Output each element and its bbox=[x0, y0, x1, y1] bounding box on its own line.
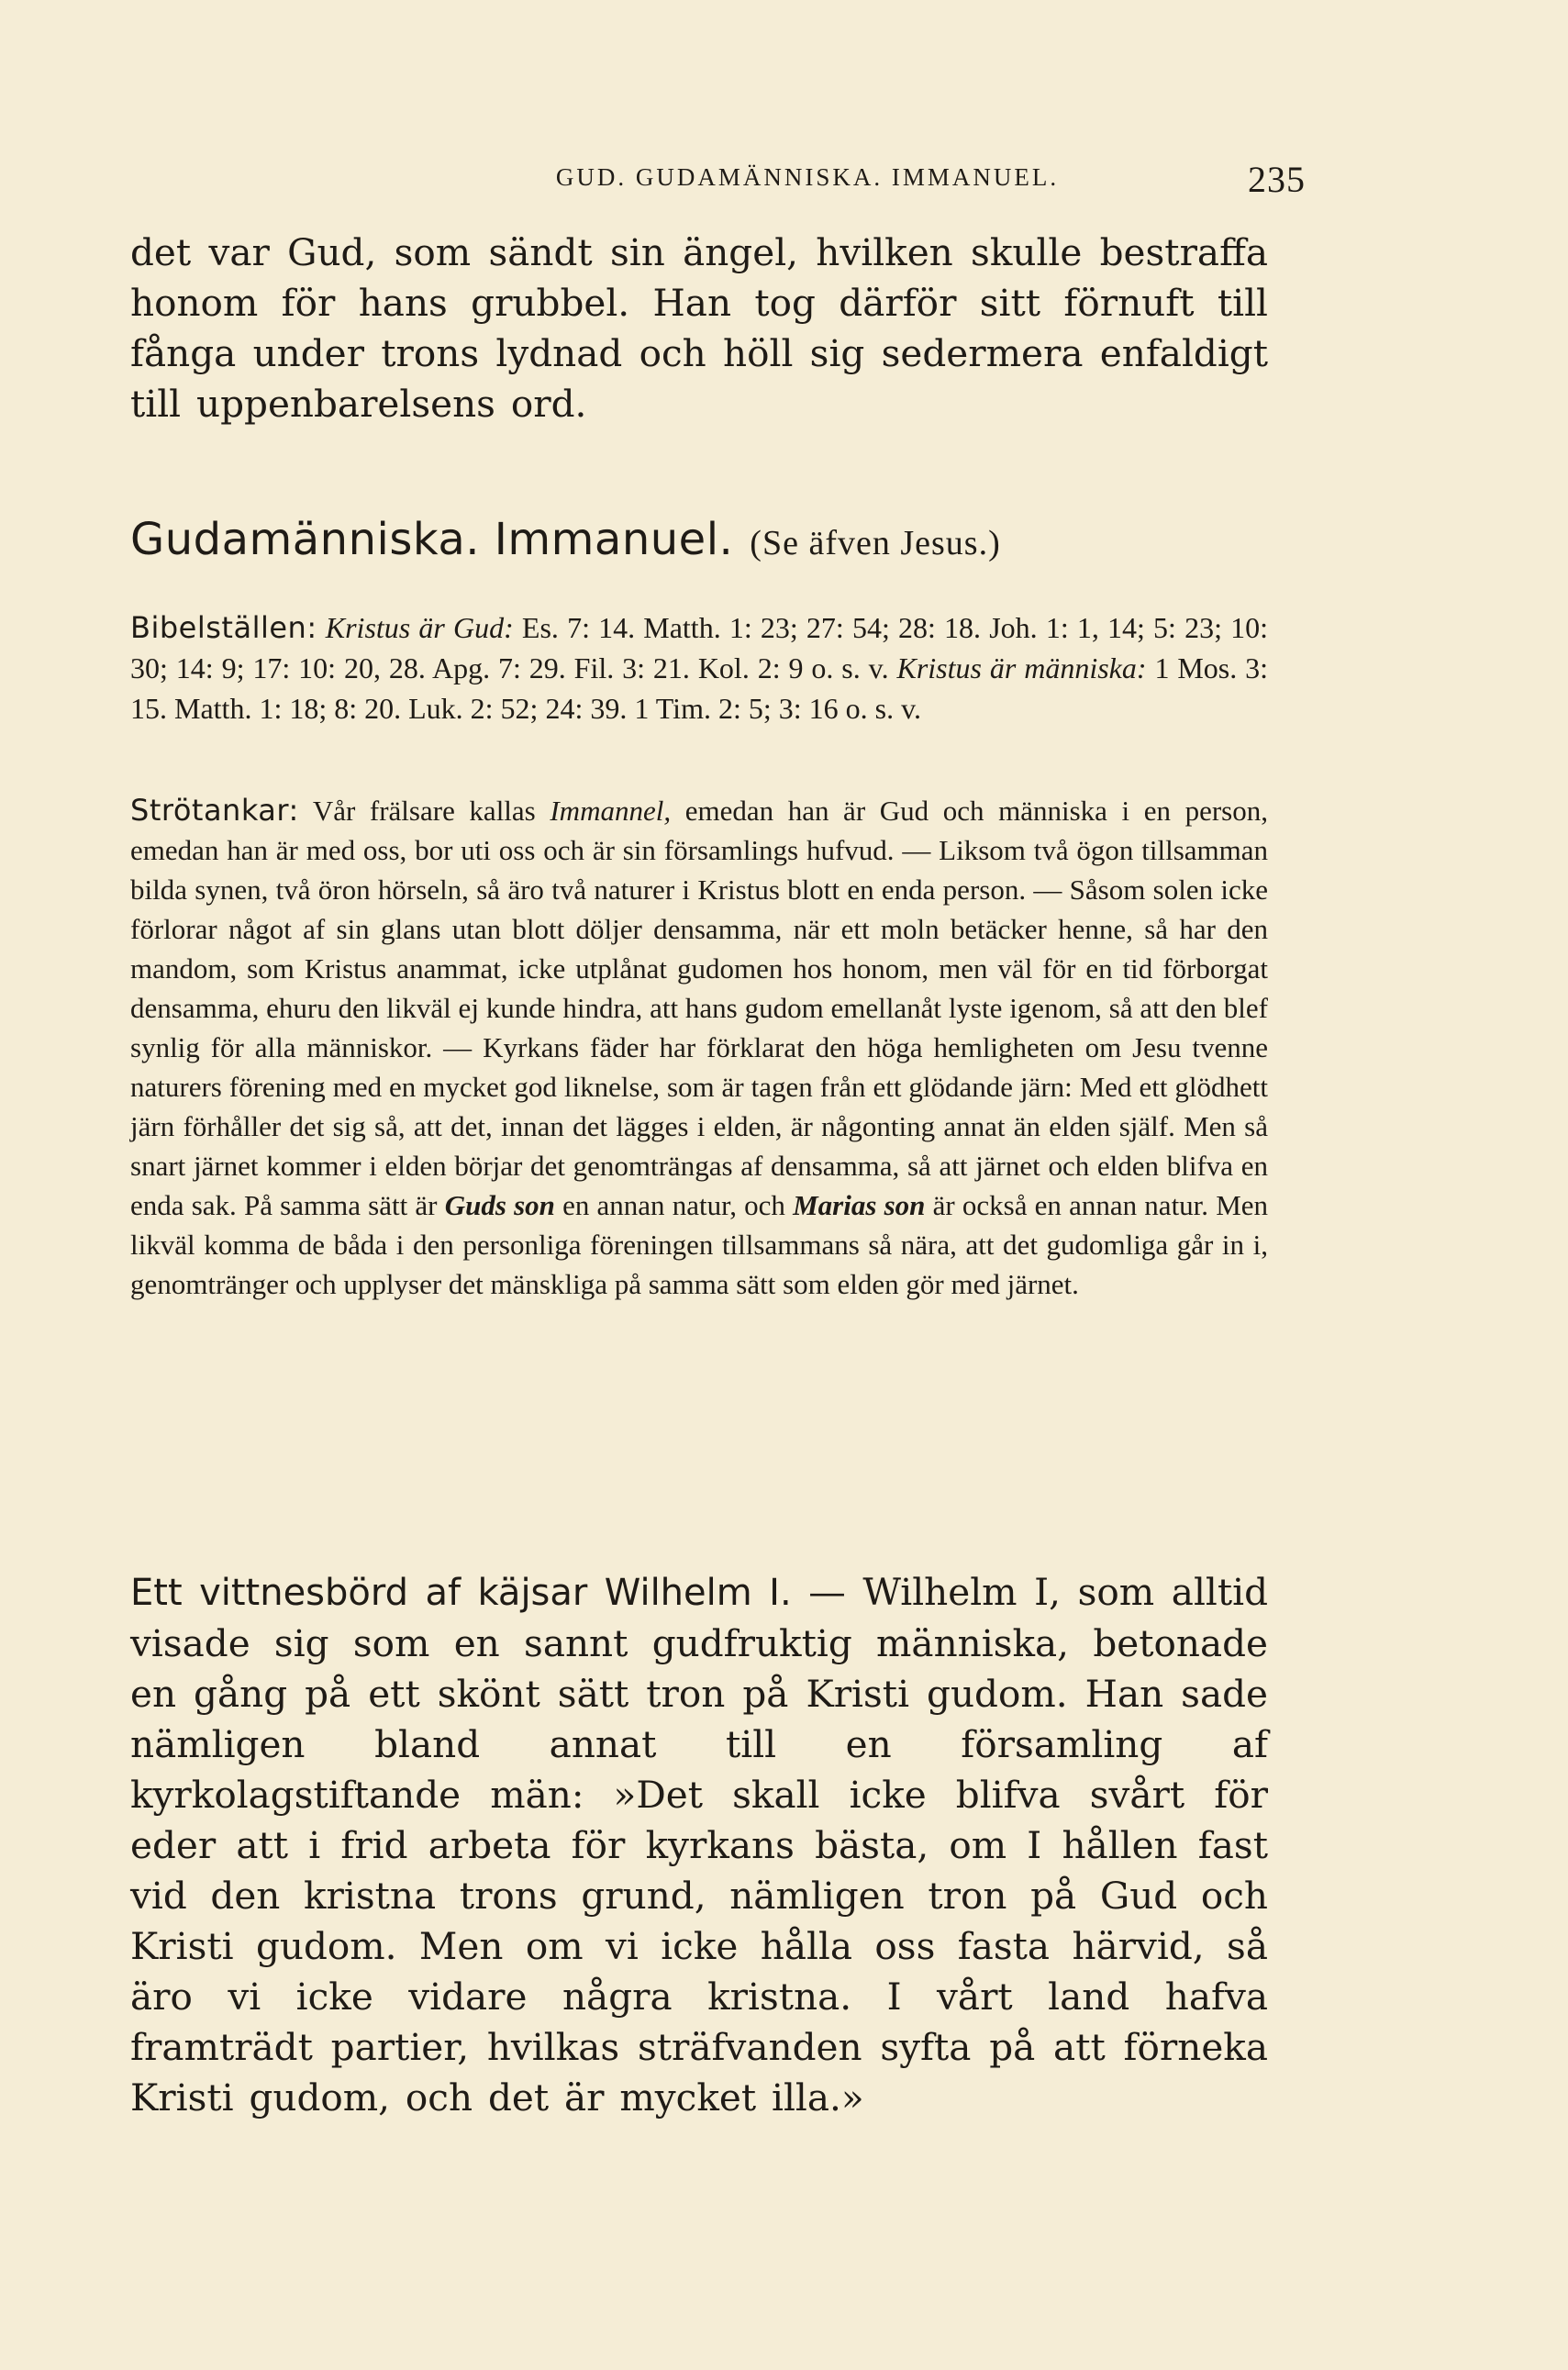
intro-block bbox=[130, 228, 1268, 429]
section-title bbox=[130, 514, 1268, 565]
thoughts-marias-son: Marias son bbox=[793, 1189, 926, 1221]
thoughts-guds-son: Guds son bbox=[444, 1189, 555, 1221]
witness-paragraph bbox=[130, 1567, 1268, 2123]
thoughts-text-1: Vår frälsare kallas bbox=[312, 795, 536, 827]
bible-passages-topic-god: Kristus är Gud: bbox=[325, 611, 514, 644]
see-also: (Se äfven Jesus.) bbox=[750, 524, 1001, 562]
thoughts-immanuel: Immannel, bbox=[550, 795, 672, 827]
running-head: GUD. GUDAMÄNNISKA. IMMANUEL. bbox=[555, 163, 1060, 191]
witness-block bbox=[130, 1567, 1268, 2123]
bible-passages-topic-man: Kristus är människa: bbox=[896, 651, 1147, 684]
thoughts-text-2: emedan han är Gud och människa i en person, emedan han är med oss, bor uti oss och är sin församlings hufvud. — Liksom två ögon tillsamman bilda synen, två öron hörseln, så äro två naturer i Kristus blott en enda person. — Såsom solen icke förlorar något af sin glans utan blott döljer densamma, när ett moln betäcker henne, så har den mandom, som Kristus anammat, icke utplånat gudomen hos honom, men väl för en tid förborgat densamma, ehuru den likväl ej kunde hindra, att hans gudom emellanåt lyste igenom, så att den blef synlig för alla människor. — Kyrkans fäder har förklarat den höga hemligheten om Jesu tvenne naturers förening med en mycket god liknelse, som är tagen från ett glödande järn: Med ett glödhett järn förhåller det sig så, att det, innan det lägges i elden, är någonting annat än elden själf. Men så snart järnet kommer i elden börjar det genomträngas af densamma, så att järnet och elden blifva en enda sak. På samma sätt är bbox=[130, 795, 1268, 1221]
bible-passages-refs-man: 1 Mos. 3: 15. Matth. 1: 18; 8: 20. Luk. 2: 52; 24: 39. 1 Tim. 2: 5; 3: 16 o. s. v. bbox=[130, 651, 1269, 725]
bible-passages bbox=[130, 607, 1268, 729]
bible-passages-refs-god: Es. 7: 14. Matth. 1: 23; 27: 54; 28: 18. Joh. 1: 1, 14; 5: 23; 10: 30; 14: 9; 17: 10: 20, 28. Apg. 7: 29. Fil. 3: 21. Kol. 2: 9 o. s. v. bbox=[130, 611, 1269, 684]
witness-title: Ett vittnesbörd af käjsar Wilhelm I. bbox=[130, 1572, 792, 1614]
section-title-text: Gudamänniska. Immanuel. bbox=[130, 514, 734, 565]
section-heading bbox=[130, 514, 1268, 565]
thoughts-block bbox=[130, 791, 1268, 1304]
intro-paragraph: det var Gud, som sändt sin ängel, hvilken skulle bestraffa honom för hans grubbel. Han tog därför sitt förnuft till fånga under trons lydnad och höll sig sedermera enfaldigt till uppenbarelsens ord. bbox=[130, 230, 1268, 426]
page-number: 235 bbox=[1248, 159, 1306, 200]
bible-passages-block bbox=[130, 607, 1268, 729]
thoughts-paragraph bbox=[130, 791, 1268, 1304]
thoughts-text-3: en annan natur, och bbox=[562, 1189, 785, 1221]
thoughts-text-4: är också en annan natur. Men likväl komma de båda i den personliga föreningen tillsammans så nära, att det gudomliga går in i, genomtränger och upplyser det mänskliga på samma sätt som elden gör med järnet. bbox=[130, 1189, 1269, 1300]
thoughts-label: Strötankar: bbox=[130, 793, 299, 828]
witness-text: — Wilhelm I, som alltid visade sig som en sannt gudfruktig människa, betonade en gång på ett skönt sätt tron på Kristi gudom. Han sade nämligen bland annat till en församling af kyrkolagstiftande män: »Det skall icke blifva svårt för eder att i frid arbeta för kyrkans bästa, om I hållen fast vid den kristna trons grund, nämligen tron på Gud och Kristi gudom. Men om vi icke hålla oss fasta härvid, så äro vi icke vidare några kristna. I vårt land hafva framträdt partier, hvilkas sträfvanden syfta på att förneka Kristi gudom, och det är mycket illa.» bbox=[130, 1570, 1269, 2120]
bible-passages-label: Bibelställen: bbox=[130, 610, 317, 645]
